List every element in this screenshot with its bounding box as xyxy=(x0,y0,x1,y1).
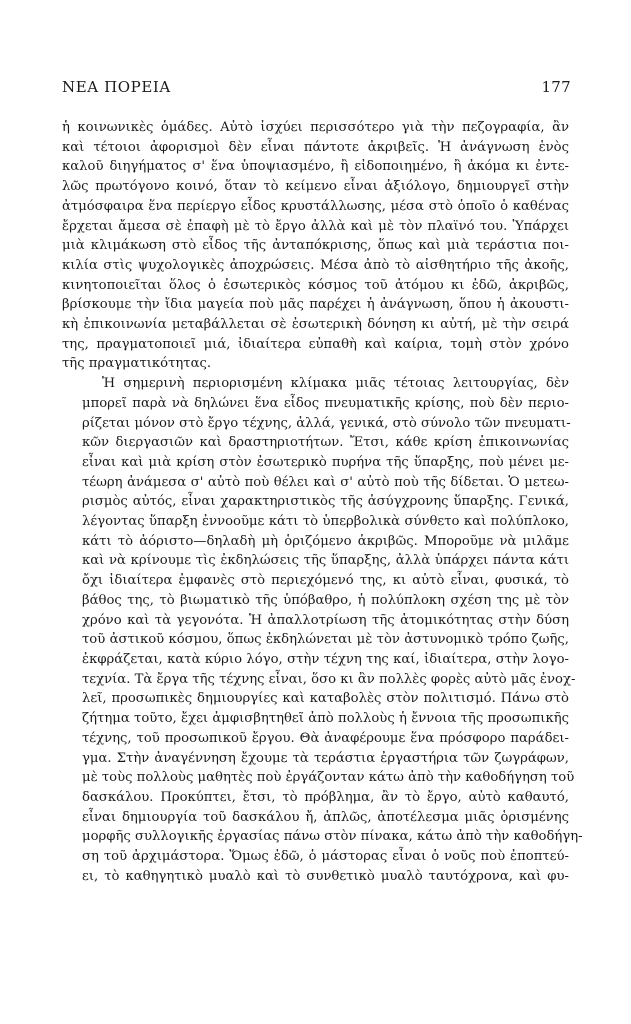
text-line: εἶναι καὶ μιὰ κρίση στὸν ἐσωτερικὸ πυρήνα τῆς ὕπαρξης, ποὺ μένει με- xyxy=(82,454,569,470)
text-line: ἔρχεται ἄμεσα σὲ ἐπαφὴ μὲ τὸ ἔργο ἀλλὰ καὶ μὲ τὸν πλαϊνό του. Ὑπάρχει xyxy=(62,218,569,234)
text-line: δασκάλου. Προκύπτει, ἔτσι, τὸ πρόβλημα, ἂν τὸ ἔργο, αὐτὸ καθαυτό, xyxy=(82,789,569,805)
text-line: λέγοντας ὕπαρξη ἐννοοῦμε κάτι τὸ ὑπερβολικὰ σύνθετο καὶ πολύπλοκο, xyxy=(82,514,569,530)
text-line: μπορεῖ παρὰ νὰ δηλώνει ἕνα εἶδος πνευματικῆς κρίσης, ποὺ δὲν περιο- xyxy=(82,395,569,411)
text-line: κῶν διεργασιῶν καὶ δραστηριοτήτων. Ἔτσι, κάθε κρίση ἐπικοινωνίας xyxy=(82,435,569,451)
text-line: εἶναι δημιουργία τοῦ δασκάλου ἤ, ἁπλῶς, ἀποτέλεσμα μιᾶς ὁρισμένης xyxy=(82,809,569,825)
text-line: γμα. Στὴν ἀναγέννηση ἔχουμε τὰ τεράστια ἐργαστήρια τῶν ζωγράφων, xyxy=(82,750,569,766)
text-line: ει, τὸ καθηγητικὸ μυαλὸ καὶ τὸ συνθετικὸ μυαλὸ ταυτόχρονα, καὶ φυ- xyxy=(82,868,569,884)
text-line: μιὰ κλιμάκωση στὸ εἶδος τῆς ἀνταπόκρισης, ὅπως καὶ μιὰ τεράστια ποι- xyxy=(62,238,569,254)
text-line: καὶ νὰ κρίνουμε τὶς ἐκδηλώσεις τῆς ὕπαρξης, ἀλλὰ ὑπάρχει πάντα κάτι xyxy=(82,553,569,569)
text-line: ρισμὸς αὐτός, εἶναι χαρακτηριστικὸς τῆς ἀσύγχρονης ὕπαρξης. Γενικά, xyxy=(82,494,569,510)
text-line: βρίσκουμε τὴν ἴδια μαγεία ποὺ μᾶς παρέχει ἡ ἀνάγνωση, ὅπου ἡ ἀκουστι- xyxy=(62,297,569,313)
paragraph-2 xyxy=(62,374,583,886)
text-line: κάτι τὸ ἀόριστο—δηλαδὴ μὴ ὁριζόμενο ἀκριβῶς. Μποροῦμε νὰ μιλᾶμε xyxy=(82,533,569,549)
page-number: 177 xyxy=(541,78,571,96)
paragraph-1 xyxy=(62,118,569,374)
text-line: κινητοποιεῖται ὅλος ὁ ἐσωτερικὸς κόσμος τοῦ ἀτόμου κι ἐδῶ, ἀκριβῶς, xyxy=(62,277,569,293)
running-header xyxy=(62,78,571,98)
text-line: ἡ κοινωνικὲς ὁμάδες. Αὐτὸ ἰσχύει περισσότερο γιὰ τὴν πεζογραφία, ἂν xyxy=(62,120,569,135)
text-line: ρίζεται μόνον στὸ ἔργο τέχνης, ἀλλά, γενικά, στὸ σύνολο τῶν πνευματι- xyxy=(82,415,571,431)
text-line: τῆς πραγματικότητας. xyxy=(62,356,212,372)
text-line: τέωρη ἀνάμεσα σ' αὐτὸ ποὺ θέλει καὶ σ' αὐτὸ ποὺ τῆς δίδεται. Ὁ μετεω- xyxy=(82,474,569,490)
text-line: ἀτμόσφαιρα ἕνα περίεργο εἶδος κρυστάλλωσης, μέσα στὸ ὁποῖο ὁ καθένας xyxy=(62,198,569,214)
journal-title: ΝΕΑ ΠΟΡΕΙΑ xyxy=(62,78,171,96)
text-line: καὶ τέτοιοι ἀφορισμοὶ δὲν εἶναι πάντοτε ἀκριβεῖς. Ἡ ἀνάγνωση ἑνὸς xyxy=(62,139,569,155)
text-line: μορφῆς συλλογικῆς ἐργασίας πάνω στὸν πίνακα, κάτω ἀπὸ τὴν καθοδήγη- xyxy=(82,829,583,845)
text-line: ζήτημα τοῦτο, ἔχει ἀμφισβητηθεῖ ἀπὸ πολλοὺς ἡ ἔννοια τῆς προσωπικῆς xyxy=(82,711,569,727)
text-line: της, πραγματοποιεῖ μιά, ἰδιαίτερα εὐπαθὴ καὶ καίρια, τομὴ στὸν χρόνο xyxy=(62,336,569,352)
text-line: ση τοῦ ἀρχιμάστορα. Ὅμως ἐδῶ, ὁ μάστορας εἶναι ὁ νοῦς ποὺ ἐποπτεύ- xyxy=(82,849,569,865)
text-line: καλοῦ διηγήματος σ' ἕνα ὑποψιασμένο, ἢ εἰδοποιημένο, ἢ ἀκόμα κι ἐντε- xyxy=(62,159,569,175)
text-line: κιλία στὶς ψυχολογικὲς ἀποχρώσεις. Μέσα ἀπὸ τὸ αἰσθητήριο τῆς ἀκοῆς, xyxy=(62,257,569,273)
text-line: ὄχι ἰδιαίτερα ἐμφανὲς στὸ περιεχόμενό της, κι αὐτὸ εἶναι, φυσικά, τὸ xyxy=(82,573,569,589)
text-line: βάθος της, τὸ βιωματικὸ τῆς ὑπόβαθρο, ἡ πολύπλοκη σχέση της μὲ τὸν xyxy=(82,592,569,608)
text-line: λῶς πρωτόγονο κοινό, ὅταν τὸ κείμενο εἶναι ἀξιόλογο, δημιουργεῖ στὴν xyxy=(62,179,569,195)
text-line: ἐκφράζεται, κατὰ κύριο λόγο, στὴν τέχνη της καί, ἰδιαίτερα, στὴν λογο- xyxy=(82,651,569,667)
text-line: Ἡ σημερινὴ περιορισμένη κλίμακα μιᾶς τέτοιας λειτουργίας, δὲν xyxy=(102,376,569,392)
body-text xyxy=(62,118,583,886)
text-line: χρόνο καὶ τὰ γεγονότα. Ἡ ἀπαλλοτρίωση τῆς ἀτομικότητας στὴν δύση xyxy=(82,612,569,628)
text-line: κὴ ἐπικοινωνία μεταβάλλεται σὲ ἐσωτερικὴ δόνηση κι αὐτή, μὲ τὴν σειρά xyxy=(62,317,569,333)
text-line: μὲ τοὺς πολλοὺς μαθητὲς ποὺ ἐργάζονταν κάτω ἀπὸ τὴν καθοδήγηση τοῦ xyxy=(82,770,575,786)
text-line: τεχνία. Τὰ ἔργα τῆς τέχνης εἶναι, ὅσο κι ἂν πολλὲς φορὲς αὐτὸ μᾶς ἐνοχ- xyxy=(82,671,576,687)
text-line: τέχνης, τοῦ προσωπικοῦ ἔργου. Θὰ ἀναφέρουμε ἕνα πρόσφορο παράδει- xyxy=(82,730,569,746)
text-line: λεῖ, προσωπικὲς δημιουργίες καὶ καταβολὲς στὸν πολιτισμό. Πάνω στὸ xyxy=(82,691,569,707)
text-line: τοῦ ἀστικοῦ κόσμου, ὅπως ἐκδηλώνεται μὲ τὸν ἀστυνομικὸ τρόπο ζωῆς, xyxy=(82,632,569,648)
